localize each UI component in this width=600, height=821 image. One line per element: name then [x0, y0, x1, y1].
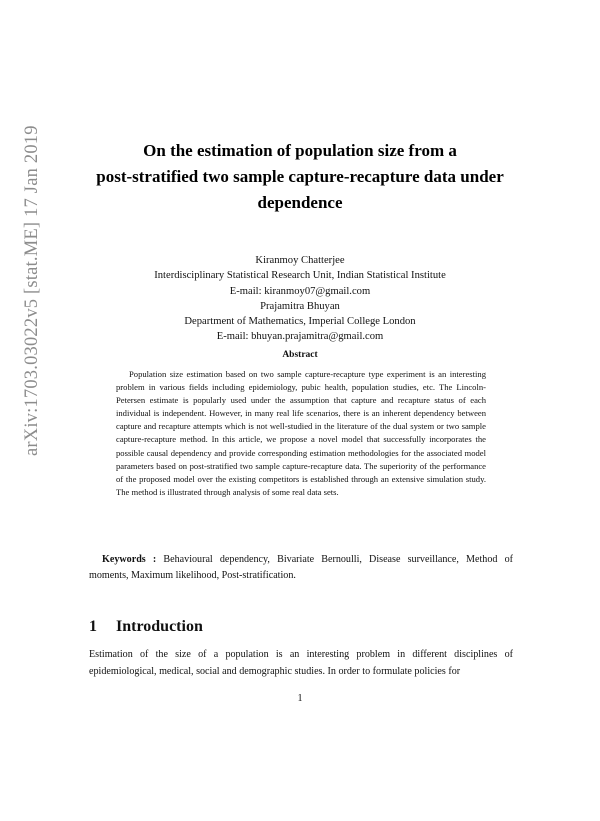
keywords-text: Behavioural dependency, Bivariate Bernoulli, Disease surveillance, Method of moments, Maximum likelihood, Post-stratification.: [89, 554, 513, 581]
keywords-label: Keywords :: [102, 554, 157, 565]
author-email: E-mail: bhuyan.prajamitra@gmail.com: [216, 331, 384, 343]
section-heading: [89, 618, 203, 636]
abstract-text: Population size estimation based on two sample capture-recapture type experiment is an interesting problem in various fields including epidemiology, pubic health, population studies, etc. The Lincoln-Petersen estimate is popularly used under the assumption that capture and recapture status of each individual is independent. However, in many real life scenarios, there is an inherent dependency between capture and recapture attempts which is not well-studied in the literature of the dual system or two sample capture-recapture method. In this article, we propose a novel model that successfully incorporates the possible causal dependency and provide corresponding estimation methodologies for the associated model parameters based on post-stratified two sample capture-recapture data. The superiority of the performance of the proposed model over the existing competitors is established through an extensive simulation study. The method is illustrated through analysis of some real data sets.: [116, 369, 486, 497]
author-name: Prajamitra Bhuyan: [260, 300, 340, 312]
arxiv-identifier-stamp: arXiv:1703.03022v5 [stat.ME] 17 Jan 2019: [22, 125, 42, 456]
paper-title-line: On the estimation of population size from a: [143, 141, 457, 160]
paper-title-line: post-stratified two sample capture-recapture data under: [96, 167, 504, 186]
paper-title-line: dependence: [257, 193, 343, 212]
keywords-paragraph: [89, 552, 513, 584]
abstract-heading: Abstract: [282, 350, 318, 360]
author-affiliation: Department of Mathematics, Imperial College London: [184, 316, 416, 328]
author-name: Kiranmoy Chatterjee: [255, 255, 345, 266]
author-block: [0, 253, 600, 345]
introduction-paragraph: Estimation of the size of a population is an interesting problem in different disciplines of epidemiological, medical, social and demographic studies. In order to formulate policies for: [89, 649, 513, 677]
section-number: 1: [89, 618, 97, 635]
section-title: Introduction: [116, 618, 203, 635]
author-affiliation: Interdisciplinary Statistical Research Unit, Indian Statistical Institute: [154, 270, 446, 282]
page-number: 1: [297, 693, 303, 704]
author-email: E-mail: kiranmoy07@gmail.com: [229, 285, 371, 297]
paper-title: [0, 138, 600, 216]
